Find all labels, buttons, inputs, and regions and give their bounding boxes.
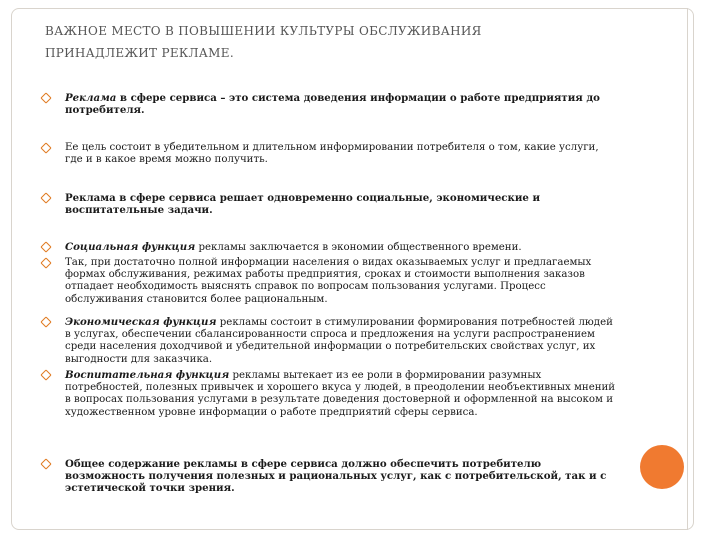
- bullet-diamond-icon: [40, 316, 51, 327]
- bullet-lead: Социальная функция: [65, 241, 196, 253]
- bullet-educational-function: [42, 369, 617, 419]
- bullet-diamond-icon: [40, 458, 51, 469]
- bullet-economic-function: [42, 316, 617, 366]
- bullet-diamond-icon: [40, 369, 51, 380]
- bullet-text: в сфере сервиса – это система доведения информации о работе предприятия до потребителя.: [65, 92, 600, 117]
- bullet-diamond-icon: [40, 241, 51, 252]
- bullet-text: рекламы состоит в стимулировании формирования потребностей людей в услугах, обеспечении сбалансированности спроса и предложения на услуги распространением среди населения доходчивой и убедительной информации о потребительских свойствах услуг, их выгодности для заказчика.: [65, 317, 613, 365]
- slide-title: [45, 20, 645, 64]
- bullet-lead: Экономическая функция: [65, 316, 217, 328]
- bullet-general-content: [42, 458, 617, 495]
- bullet-advertising-goal: [42, 142, 617, 166]
- title-line-1: ВАЖНОЕ МЕСТО В ПОВЫШЕНИИ КУЛЬТУРЫ ОБСЛУЖИВАНИЯ: [45, 24, 482, 38]
- bullet-text: рекламы вытекает из ее роли в формировании разумных потребностей, полезных привычек и хорошего вкуса у людей, в преодолении необъективных мнений в вопросах пользования услугами в результате доведения достоверной и оформленной на высоком и художественном уровне информации о работе предприятий сферы сервиса.: [65, 370, 616, 418]
- bullet-text: рекламы заключается в экономии общественного времени.: [195, 242, 522, 253]
- orange-circle-icon: [640, 445, 684, 489]
- bullet-diamond-icon: [40, 92, 51, 103]
- title-line-2: ПРИНАДЛЕЖИТ РЕКЛАМЕ.: [45, 46, 234, 60]
- frame-divider: [687, 8, 688, 530]
- bullet-text: Ее цель состоит в убедительном и длительном информировании потребителя о том, какие услуги, где и в какое время можно получить.: [65, 142, 599, 166]
- bullet-advertising-definition: [42, 92, 617, 116]
- bullet-diamond-icon: [40, 142, 51, 153]
- bullet-text: Общее содержание рекламы в сфере сервиса должно обеспечить потребителю возможность получения полезных и рациональных услуг, как с потребительской, так и с эстетической точки зрения.: [65, 458, 607, 495]
- bullet-social-example: [42, 257, 617, 306]
- bullet-text: Реклама в сфере сервиса решает одновременно социальные, экономические и воспитательные задачи.: [65, 192, 540, 217]
- bullet-lead: Воспитательная функция: [65, 369, 230, 381]
- bullet-diamond-icon: [40, 192, 51, 203]
- bullet-advertising-tasks: [42, 192, 617, 216]
- bullet-text: Так, при достаточно полной информации населения о видах оказываемых услуг и предлагаемых формах обслуживания, режимах работы предприятия, сроках и стоимости выполнения заказов отпадает необходимость выяснять справок по вопросам пользования услугами. Процесс обслуживания становится более рациональным.: [65, 257, 592, 305]
- bullet-lead: Реклама: [65, 92, 117, 104]
- bullet-social-function: [42, 241, 617, 254]
- bullet-diamond-icon: [40, 257, 51, 268]
